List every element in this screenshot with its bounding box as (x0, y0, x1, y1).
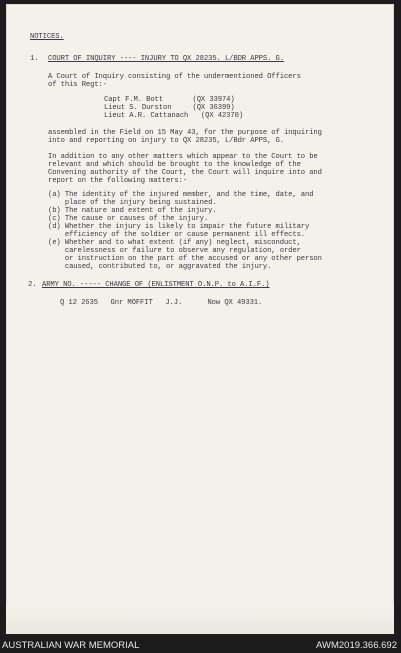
item-2-title: ARMY NO. ----- CHANGE OF (ENLISTMENT O.N.P. to A.I.F.) (42, 281, 270, 289)
matter-line: (b) The nature and extent of the injury. (48, 207, 217, 215)
officer-line: Lieut A.R. Cattanach (QX 42370) (104, 112, 244, 120)
notices-heading: NOTICES. (30, 33, 64, 41)
assembled-line: into and reporting on injury to QX 28235, L/Bdr APPS, G. (48, 137, 284, 145)
officer-line: Capt F.M. Bott (QX 33974) (104, 96, 235, 104)
matter-line: caused, contributed to, or aggravated the injury. (48, 263, 272, 271)
officer-line: Lieut S. Durston (QX 36399) (104, 104, 235, 112)
item-2-number: 2. (28, 281, 37, 289)
addition-line: Convening authority of the Court, the Court will inquire into and (48, 169, 322, 177)
matter-line: or instruction on the part of the accused or any other person (48, 255, 322, 263)
item-1-number: 1. (30, 55, 39, 63)
page-lower-edge (6, 604, 394, 634)
matter-line: (e) Whether and to what extent (if any) neglect, misconduct, (48, 239, 301, 247)
intro-line: A Court of Inquiry consisting of the undermentioned Officers (48, 73, 301, 81)
addition-line: relevant and which should be brought to the knowledge of the (48, 161, 301, 169)
document-page (6, 4, 394, 634)
matter-line: (c) The cause or causes of the injury. (48, 215, 209, 223)
matter-line: efficiency of the soldier or cause permanent ill effects. (48, 231, 306, 239)
assembled-line: assembled in the Field on 15 May 43, for the purpose of inquiring (48, 129, 322, 137)
footer-institution: AUSTRALIAN WAR MEMORIAL (2, 640, 140, 651)
archive-footer (0, 638, 401, 653)
item-1-title: COURT OF INQUIRY ---- INJURY TO QX 28235. L/BDR APPS. G. (48, 55, 284, 63)
matter-line: place of the injury being sustained. (48, 199, 217, 207)
addition-line: report on the following matters:- (48, 177, 188, 185)
matter-line: carelessness or failure to observe any regulation, order (48, 247, 301, 255)
footer-accession-number: AWM2019.366.692 (316, 640, 397, 651)
matter-line: (d) Whether the injury is likely to impair the future military (48, 223, 310, 231)
intro-line: of this Regt:- (48, 81, 107, 89)
matter-line: (a) The identity of the injured member, and the time, date, and (48, 191, 314, 199)
addition-line: In addition to any other matters which appear to the Court to be (48, 153, 318, 161)
enlistment-entry: Q 12 2635 Gnr MOFFIT J.J. Now QX 49331. (60, 299, 263, 307)
